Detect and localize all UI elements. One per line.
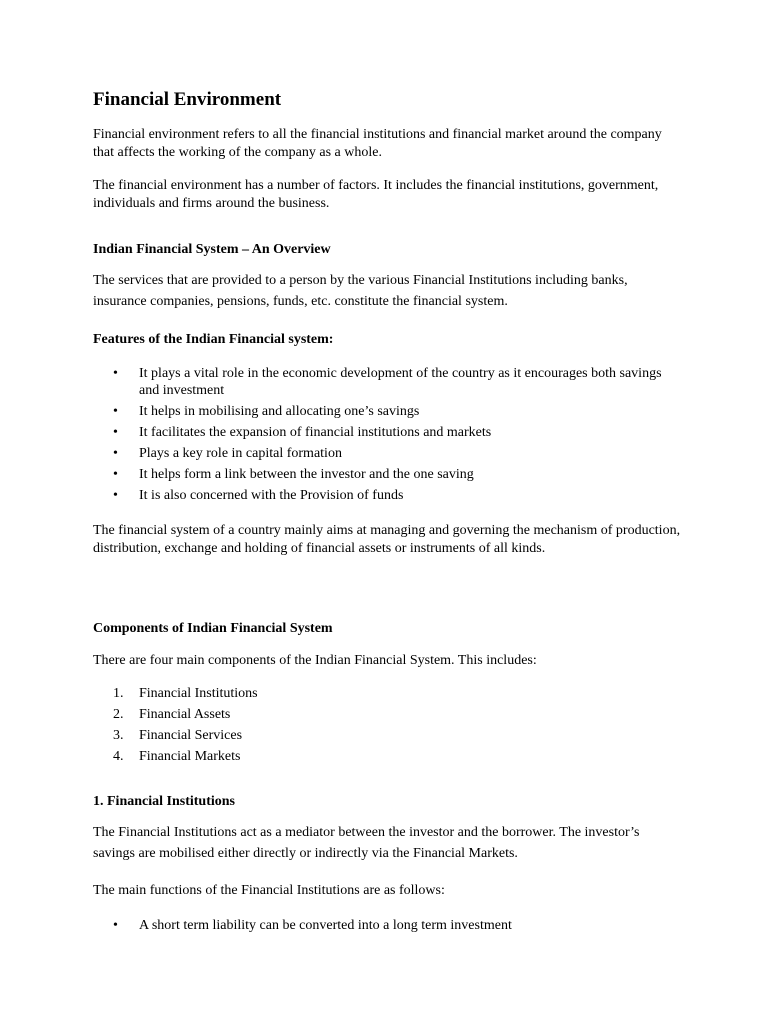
- list-item: [93, 487, 683, 504]
- list-item: [93, 917, 683, 934]
- bullet-icon: •: [113, 918, 118, 933]
- list-item-number: 1.: [113, 686, 124, 701]
- list-item: [93, 748, 683, 765]
- list-item-text: It is also concerned with the Provision of funds: [139, 488, 404, 503]
- list-item: [93, 445, 683, 462]
- components-heading: Components of Indian Financial System: [93, 621, 333, 636]
- bullet-icon: •: [113, 467, 118, 482]
- list-item-number: 2.: [113, 707, 124, 722]
- list-item-text: A short term liability can be converted into a long term investment: [139, 918, 512, 933]
- list-item-number: 4.: [113, 749, 124, 764]
- bullet-icon: •: [113, 488, 118, 503]
- page-title: Financial Environment: [93, 89, 282, 110]
- list-item: [93, 685, 683, 702]
- bullet-icon: •: [113, 425, 118, 440]
- components-list: [93, 685, 683, 765]
- bullet-icon: •: [113, 404, 118, 419]
- list-item-text: Plays a key role in capital formation: [139, 446, 342, 461]
- list-item-text: It facilitates the expansion of financial institutions and markets: [139, 425, 492, 440]
- institutions-heading: 1. Financial Institutions: [93, 794, 235, 809]
- components-intro: There are four main components of the Indian Financial System. This includes:: [93, 653, 537, 668]
- features-heading: Features of the Indian Financial system:: [93, 332, 334, 347]
- intro-paragraph-2: The financial environment has a number of factors. It includes the financial institutions, government, individuals and firms around the business.: [93, 178, 659, 211]
- list-item-text: Financial Services: [139, 728, 243, 743]
- intro-paragraph-1: Financial environment refers to all the financial institutions and financial market around the company that affects the working of the company as a whole.: [93, 127, 662, 160]
- list-item: [93, 403, 683, 420]
- bullet-icon: •: [113, 366, 118, 381]
- features-closing-paragraph: The financial system of a country mainly aims at managing and governing the mechanism of production, distribution, exchange and holding of financial assets or instruments of all kinds.: [93, 523, 681, 556]
- list-item-text: Financial Markets: [139, 749, 241, 764]
- institutions-paragraph: The Financial Institutions act as a mediator between the investor and the borrower. The investor’s savings are mobilised either directly or indirectly via the Financial Markets.: [93, 825, 640, 861]
- list-item-text: It plays a vital role in the economic development of the country as it encourages both savings and investment: [139, 366, 662, 398]
- list-item: [93, 706, 683, 723]
- overview-heading: Indian Financial System – An Overview: [93, 242, 331, 257]
- list-item: [93, 466, 683, 483]
- list-item: [93, 424, 683, 441]
- list-item: [93, 365, 683, 399]
- features-list: [93, 365, 683, 504]
- bullet-icon: •: [113, 446, 118, 461]
- list-item-text: It helps form a link between the investor and the one saving: [139, 467, 474, 482]
- list-item-number: 3.: [113, 728, 124, 743]
- list-item-text: Financial Assets: [139, 707, 231, 722]
- institutions-functions-list: [93, 917, 683, 934]
- overview-paragraph: The services that are provided to a person by the various Financial Institutions including banks, insurance companies, pensions, funds, etc. constitute the financial system.: [93, 273, 628, 309]
- list-item-text: Financial Institutions: [139, 686, 258, 701]
- list-item: [93, 727, 683, 744]
- list-item-text: It helps in mobilising and allocating one’s savings: [139, 404, 420, 419]
- institutions-functions-intro: The main functions of the Financial Institutions are as follows:: [93, 883, 445, 898]
